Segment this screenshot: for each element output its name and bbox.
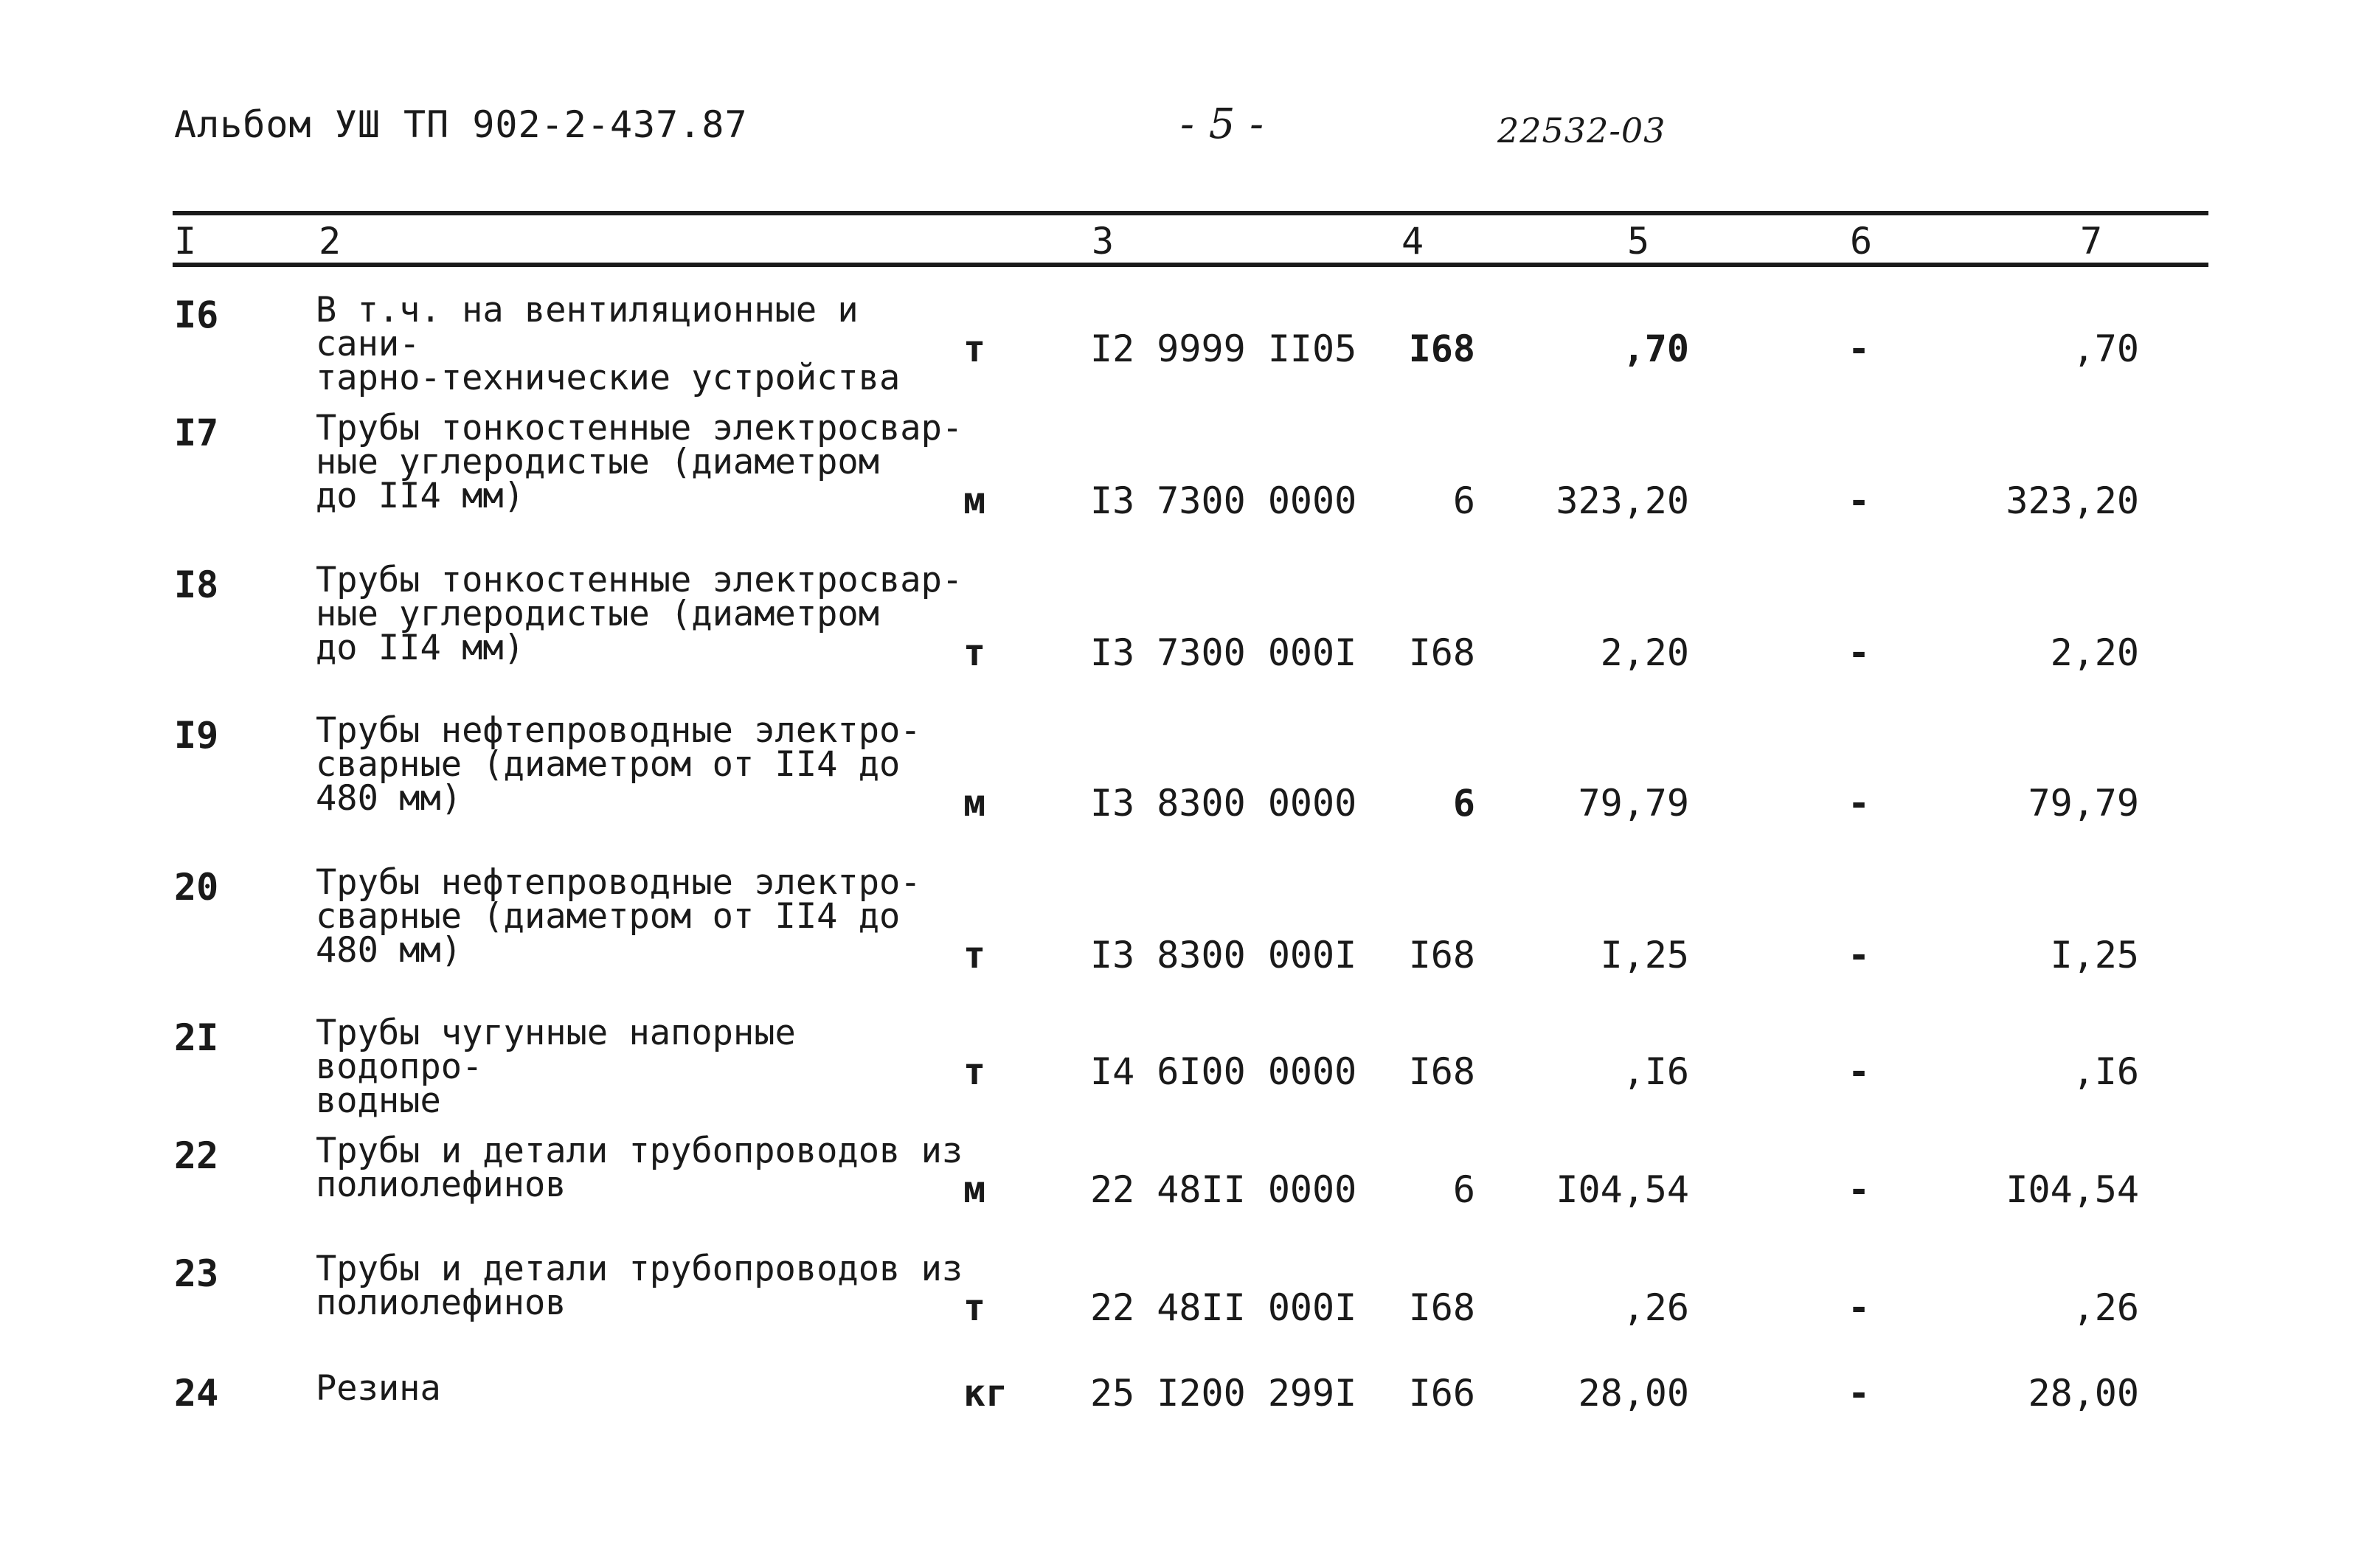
row-code: I2 9999 II05 [1090,327,1357,370]
row-description: Трубы и детали трубопроводов из полиолефинов [316,1131,963,1205]
row-col4: I68 [1408,327,1475,370]
row-col6: - [1847,934,1871,976]
row-col5: ,26 [1622,1286,1689,1329]
row-col4: 6 [1452,479,1475,522]
row-col7: 79,79 [2028,782,2139,825]
row-code: 25 I200 299I [1090,1372,1357,1415]
row-col5: ,I6 [1622,1050,1689,1093]
row-number: 20 [174,866,219,909]
row-description: Трубы и детали трубопроводов из полиолефинов [316,1249,963,1323]
row-col7: 2,20 [2050,631,2139,674]
document-code: 22532-03 [1497,111,1666,150]
row-unit: т [963,327,986,370]
row-col6: - [1847,479,1871,522]
row-col6: - [1847,327,1871,370]
row-col5: ,70 [1622,327,1689,370]
row-description: Трубы нефтепроводные электро- сварные (диаметром от II4 до 480 мм) [316,862,921,971]
row-code: I3 7300 000I [1090,631,1357,674]
row-col5: 2,20 [1600,631,1689,674]
row-col7: ,26 [2072,1286,2139,1329]
row-col5: I04,54 [1556,1168,1689,1211]
row-number: 2I [174,1016,219,1059]
row-unit: т [963,1050,986,1093]
row-unit: м [963,479,986,522]
row-description: Трубы тонкостенные электросвар- ные углеродистые (диаметром до II4 мм) [316,408,963,516]
table-header-rule [173,263,2208,267]
row-number: I9 [174,714,219,757]
table-top-rule [173,211,2208,215]
row-col5: 323,20 [1556,479,1689,522]
column-header-2: 2 [319,220,342,263]
column-header-1: I [174,220,197,263]
row-col6: - [1847,1286,1871,1329]
row-col4: 6 [1452,782,1475,825]
row-unit: м [963,1168,986,1211]
row-number: 22 [174,1134,219,1177]
row-unit: т [963,631,986,674]
row-code: I3 8300 0000 [1090,782,1357,825]
row-code: 22 48II 0000 [1090,1168,1357,1211]
row-col7: I,25 [2050,934,2139,976]
row-number: I8 [174,563,219,606]
row-col5: 28,00 [1578,1372,1689,1415]
row-unit: кг [963,1372,1008,1415]
row-col7: ,70 [2072,327,2139,370]
row-description: Трубы чугунные напорные водопро- водные [316,1013,796,1121]
row-col6: - [1847,1372,1871,1415]
column-header-6: 6 [1850,220,1873,263]
row-col6: - [1847,1168,1871,1211]
row-description: Трубы тонкостенные электросвар- ные углеродистые (диаметром до II4 мм) [316,560,963,668]
row-code: I4 6I00 0000 [1090,1050,1357,1093]
row-col5: I,25 [1600,934,1689,976]
row-col4: 6 [1452,1168,1475,1211]
column-header-3: 3 [1092,220,1115,263]
row-col7: 323,20 [2006,479,2139,522]
row-number: I7 [174,412,219,454]
row-code: I3 7300 0000 [1090,479,1357,522]
row-unit: м [963,782,986,825]
row-col4: I68 [1408,1050,1475,1093]
row-col7: I04,54 [2006,1168,2139,1211]
row-description: Трубы нефтепроводные электро- сварные (диаметром от II4 до 480 мм) [316,710,921,819]
row-col6: - [1847,782,1871,825]
row-description: В т.ч. на вентиляционные и сани- тарно-технические устройства [316,290,901,398]
row-col7: 28,00 [2028,1372,2139,1415]
column-header-7: 7 [2080,220,2103,263]
row-code: 22 48II 000I [1090,1286,1357,1329]
page-number: - 5 - [1180,100,1265,148]
row-col5: 79,79 [1578,782,1689,825]
row-col4: I66 [1408,1372,1475,1415]
row-col6: - [1847,1050,1871,1093]
row-col7: ,I6 [2072,1050,2139,1093]
row-unit: т [963,934,986,976]
row-code: I3 8300 000I [1090,934,1357,976]
row-col6: - [1847,631,1871,674]
row-number: 23 [174,1252,219,1295]
row-description: Резина [316,1368,441,1409]
album-title: Альбом УШ ТП 902-2-437.87 [174,103,748,146]
row-number: I6 [174,294,219,336]
row-col4: I68 [1408,631,1475,674]
column-header-5: 5 [1627,220,1650,263]
row-col4: I68 [1408,934,1475,976]
row-number: 24 [174,1372,219,1415]
row-unit: т [963,1286,986,1329]
row-col4: I68 [1408,1286,1475,1329]
column-header-4: 4 [1401,220,1424,263]
